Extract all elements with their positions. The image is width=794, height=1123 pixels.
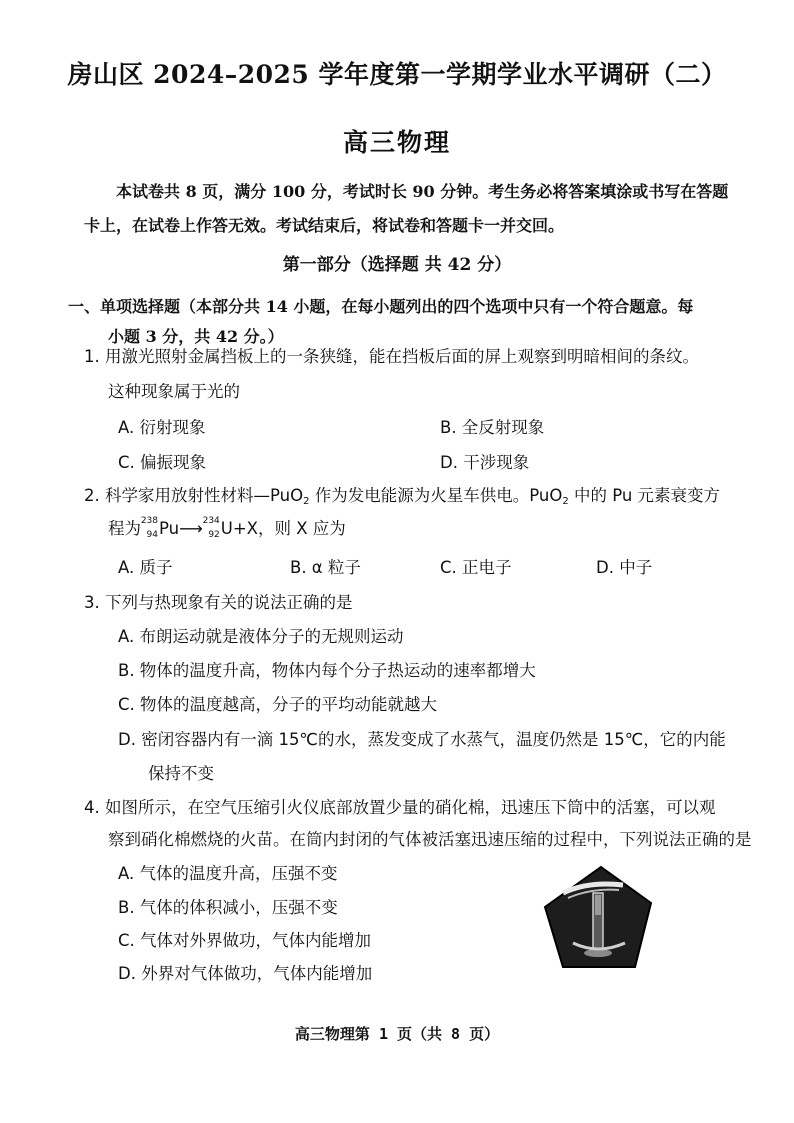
page-footer: 高三物理第 1 页（共 8 页） xyxy=(294,1025,500,1043)
q2-option-c: C. 正电子 xyxy=(440,558,512,577)
q2-option-a: A. 质子 xyxy=(118,558,173,577)
q4-option-d: D. 外界对气体做功，气体内能增加 xyxy=(118,964,373,983)
pu-isotope-indices: 238 94 xyxy=(140,516,158,540)
q4-option-a: A. 气体的温度升高，压强不变 xyxy=(118,864,338,883)
q1-stem-line1: 1. 用激光照射金属挡板上的一条狭缝，能在挡板后面的屏上观察到明暗相间的条纹。 xyxy=(84,347,699,366)
reaction-arrow: ⟶ xyxy=(179,519,203,538)
q4-option-b: B. 气体的体积减小，压强不变 xyxy=(118,898,338,917)
q1-stem-line2: 这种现象属于光的 xyxy=(108,382,240,401)
q3-option-d-line2: 保持不变 xyxy=(148,764,214,783)
q3-option-b: B. 物体的温度升高，物体内每个分子热运动的速率都增大 xyxy=(118,661,536,680)
q1-option-d: D. 干涉现象 xyxy=(440,453,530,472)
q4-stem-line1: 4. 如图所示，在空气压缩引火仪底部放置少量的硝化棉，迅速压下筒中的活塞，可以观 xyxy=(84,798,716,817)
q3-option-a: A. 布朗运动就是液体分子的无规则运动 xyxy=(118,627,404,646)
q1-option-a: A. 衍射现象 xyxy=(118,418,206,437)
q2-option-d: D. 中子 xyxy=(596,558,653,577)
q3-option-d-line1: D. 密闭容器内有一滴 15℃的水，蒸发变成了水蒸气，温度仍然是 15℃，它的内能 xyxy=(118,730,726,749)
u-isotope-indices: 234 92 xyxy=(202,516,220,540)
section-heading-line2: 小题 3 分，共 42 分。） xyxy=(108,327,284,346)
part-heading: 第一部分（选择题 共 42 分） xyxy=(282,255,512,275)
exam-subject: 高三物理 xyxy=(342,128,451,157)
q4-stem-line2: 察到硝化棉燃烧的火苗。在筒内封闭的气体被活塞迅速压缩的过程中，下列说法正确的是 xyxy=(108,830,752,849)
q3-stem: 3. 下列与热现象有关的说法正确的是 xyxy=(84,593,353,612)
q2-stem-line1: 2. 科学家用放射性材料—PuO$_2$ 作为发电能源为火星车供电。PuO$_2$ 中的 Pu 元素衰变方 xyxy=(84,486,721,507)
q1-option-c: C. 偏振现象 xyxy=(118,453,207,472)
q3-option-c: C. 物体的温度越高，分子的平均动能就越大 xyxy=(118,695,438,714)
q1-option-b: B. 全反射现象 xyxy=(440,418,545,437)
exam-instructions: 本试卷共 8 页，满分 100 分，考试时长 90 分钟。考生务必将答案填涂或书写在答题卡上，在试卷上作答无效。考试结束后，将试卷和答题卡一并交回。 xyxy=(84,182,729,235)
q4-option-c: C. 气体对外界做功，气体内能增加 xyxy=(118,931,372,950)
exam-title: 房山区 2024–2025 学年度第一学期学业水平调研（二） xyxy=(67,60,727,89)
q2-stem-line2: 程为 238 94 Pu⟶ 234 92 U+X，则 X 应为 xyxy=(108,516,346,540)
compression-igniter-photo xyxy=(543,863,653,973)
section-heading-line1: 一、单项选择题（本部分共 14 小题，在每小题列出的四个选项中只有一个符合题意。每 xyxy=(68,297,694,316)
q2-option-b: B. α 粒子 xyxy=(290,558,361,577)
